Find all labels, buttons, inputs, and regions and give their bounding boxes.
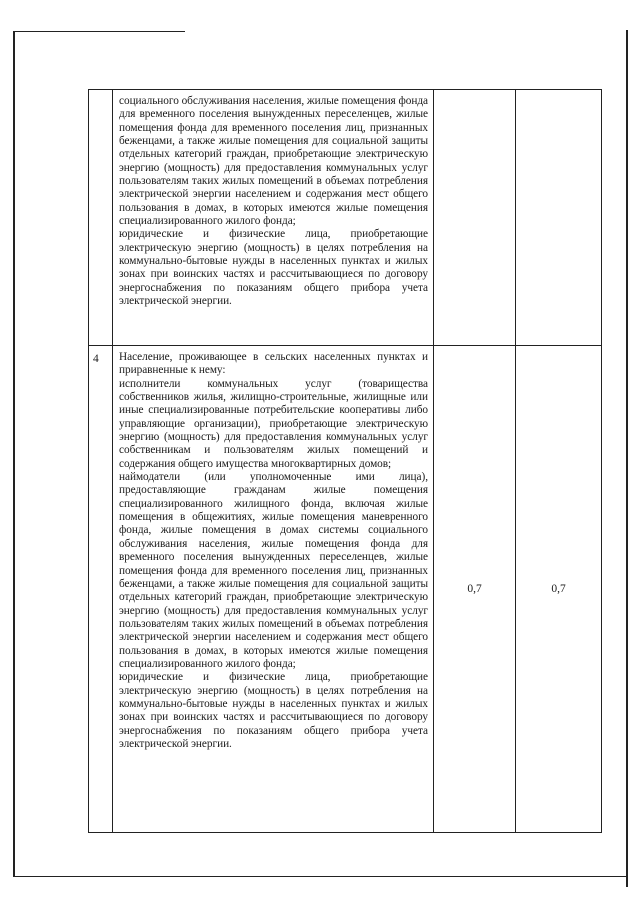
row-value-1: 0,7 bbox=[434, 346, 516, 833]
scan-edge-right bbox=[626, 30, 628, 887]
paragraph: Население, проживающее в сельских населенных пунктах и приравненные к нему: bbox=[119, 351, 428, 377]
paragraph: юридические и физические лица, приобретающие электрическую энергию (мощность) в целях потребления на коммунально-бытовые нужды в населенных пунктах и жилых зонах при воинских частях и рассчитывающиеся по договору энергоснабжения по показаниям общего прибора учета электрической энергии. bbox=[119, 228, 428, 308]
row-value-2: 0,7 bbox=[516, 346, 602, 833]
tariff-table bbox=[88, 89, 602, 833]
table-row bbox=[89, 346, 602, 833]
row-description bbox=[113, 90, 434, 346]
paragraph: социального обслуживания населения, жилые помещения фонда для временного поселения вынужденных переселенцев, жилые помещения фонда для временного поселения лиц, признанных беженцами, а также жилые помещения для социальной защиты отдельных категорий граждан, приобретающие электрическую энергию (мощность) для предоставления коммунальных услуг пользователям таких жилых помещений в объемах потребления электрической энергии населением и содержания мест общего пользования в домах, в которых имеются жилые помещения специализированного жилого фонда; bbox=[119, 95, 429, 228]
paragraph: наймодатели (или уполномоченные ими лица), предоставляющие гражданам жилые помещения специализированного жилищного фонда, включая жилые помещения в общежитиях, жилые помещения маневренного фонда, жилые помещения в домах системы социального обслуживания населения, жилые помещения фонда для временного поселения вынужденных переселенцев, жилые помещения фонда для временного поселения лиц, признанных беженцами, а также жилые помещения для социальной защиты отдельных категорий граждан, приобретающие электрическую энергию (мощность) для предоставления коммунальных услуг пользователям таких жилых помещений в объемах потребления электрической энергии населением и содержания мест общего пользования в домах, в которых имеются жилые помещения специализированного жилого фонда; bbox=[119, 471, 428, 670]
row-number: 4 bbox=[89, 346, 113, 833]
row-number bbox=[89, 90, 113, 346]
row-value-1 bbox=[434, 90, 516, 346]
paragraph: юридические и физические лица, приобретающие электрическую энергию (мощность) в целях потребления на коммунально-бытовые нужды в населенных пунктах и жилых зонах при воинских частях и рассчитывающиеся по договору энергоснабжения по показаниям общего прибора учета электрической энергии. bbox=[119, 671, 428, 750]
row-description bbox=[113, 346, 434, 833]
table-row bbox=[89, 90, 602, 346]
scan-edge-top bbox=[13, 31, 185, 32]
paragraph: исполнители коммунальных услуг (товарищества собственников жилья, жилищно-строительные, жилищные или иные специализированные потребительские кооперативы либо управляющие организации), приобретающие электрическую энергию (мощность) для предоставления коммунальных услуг собственникам и пользователям жилых помещений и содержания общего имущества многоквартирных домов; bbox=[119, 377, 428, 470]
row-value-2 bbox=[516, 90, 602, 346]
scan-edge-left bbox=[13, 31, 15, 876]
scan-edge-bottom bbox=[13, 876, 627, 877]
